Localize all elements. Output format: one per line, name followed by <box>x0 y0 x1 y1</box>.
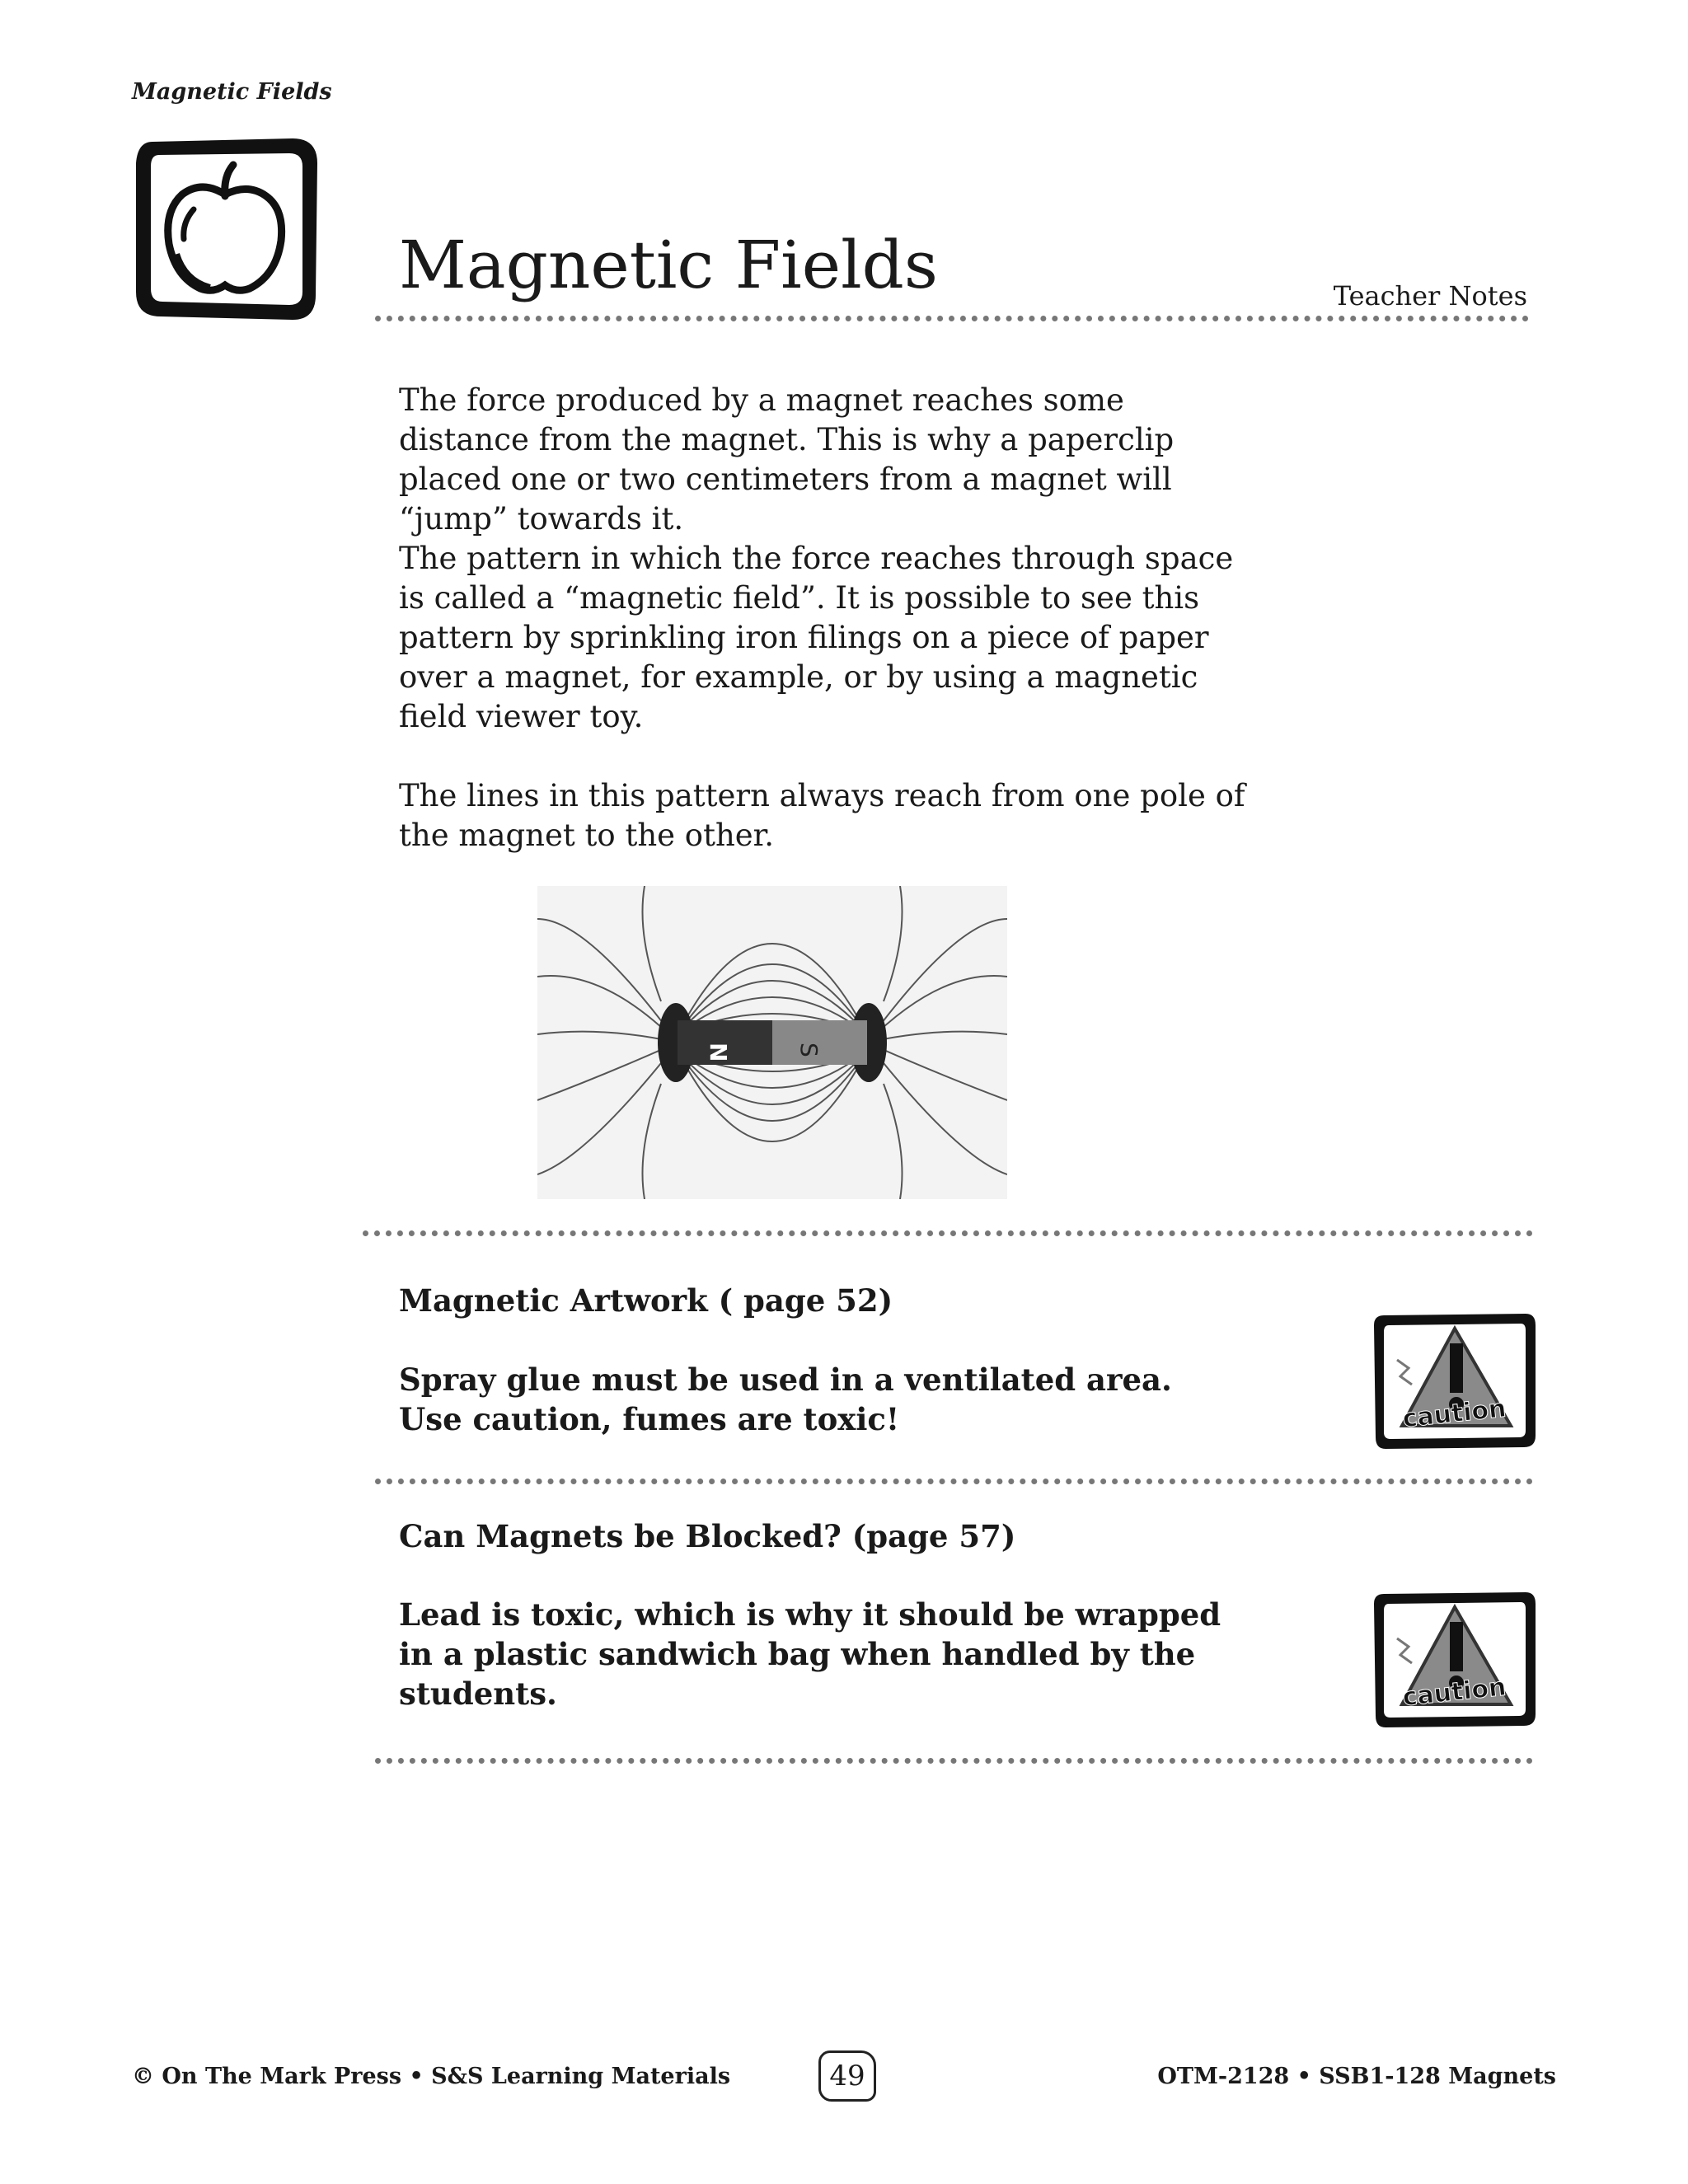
note-2-text: Lead is toxic, which is why it should be wrapped in a plastic sandwich bag when handled by the students. <box>399 1596 1221 1712</box>
section-divider-2 <box>375 1479 1533 1484</box>
section-divider-1 <box>363 1230 1533 1236</box>
footer-code: OTM-2128 • SSB1-128 Magnets <box>1157 2064 1556 2089</box>
page-number: 49 <box>818 2050 876 2102</box>
note-1-text: Spray glue must be used in a ventilated area. Use caution, fumes are toxic! <box>399 1361 1172 1437</box>
paragraph-3: The lines in this pattern always reach from one pole of the magnet to the other. <box>399 778 1245 853</box>
apple-icon <box>128 130 324 326</box>
page-title: Magnetic Fields <box>399 227 938 303</box>
note-2-heading: Can Magnets be Blocked? (page 57) <box>399 1518 1016 1554</box>
caution-icon <box>1372 1310 1537 1451</box>
caution-label: caution <box>1401 1394 1508 1434</box>
magnetic-field-image <box>537 886 1007 1199</box>
running-head: Magnetic Fields <box>132 79 332 105</box>
paragraph-1: The force produced by a magnet reaches some distance from the magnet. This is why a paperclip placed one or two centimeters from a magnet will “jump” towards it. <box>399 382 1175 537</box>
title-divider <box>375 316 1529 321</box>
section-label: Teacher Notes <box>1333 280 1527 312</box>
note-1-heading: Magnetic Artwork ( page 52) <box>399 1282 893 1319</box>
south-pole-label: S <box>795 1043 823 1057</box>
paragraph-2: The pattern in which the force reaches through space is called a “magnetic field”. It is possible to see this pattern by sprinkling iron filings on a piece of paper over a magnet, for example, or by using a magnetic field viewer toy. <box>399 541 1234 734</box>
caution-icon <box>1372 1589 1537 1729</box>
footer-publisher: © On The Mark Press • S&S Learning Materials <box>132 2064 731 2089</box>
caution-label: caution <box>1401 1672 1508 1713</box>
section-divider-3 <box>375 1758 1533 1764</box>
north-pole-label: N <box>705 1043 732 1062</box>
